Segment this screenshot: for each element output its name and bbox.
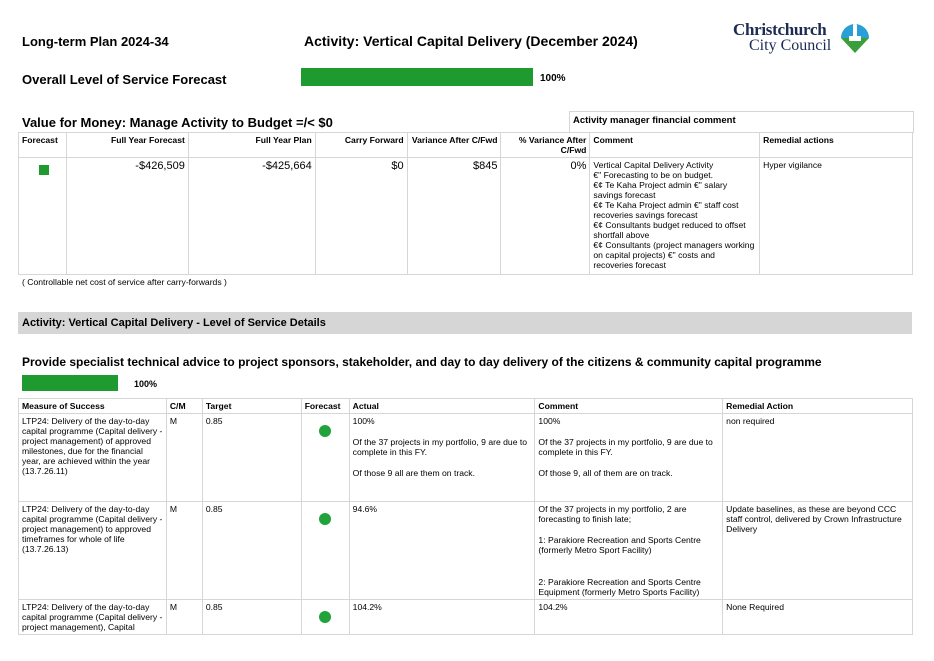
remedial-cell: None Required bbox=[723, 600, 913, 635]
group-percent: 100% bbox=[134, 379, 158, 389]
comment-line: Of the 37 projects in my portfolio, 9 are due to complete in this FY. bbox=[538, 437, 713, 457]
measure-cell: LTP24: Delivery of the day-to-day capital programme (Capital delivery - project management) of approved milestones, due for the financial year, are achieved within the year (13.7.26.11) bbox=[19, 414, 167, 502]
forecast-green-square-icon bbox=[39, 165, 49, 175]
cathedral-emblem-icon bbox=[837, 22, 873, 54]
forecast-cell bbox=[19, 158, 67, 275]
council-logo bbox=[733, 20, 873, 56]
comment-line: 2: Parakiore Recreation and Sports Centre Equipment (formerly Metro Sports Facility) bbox=[538, 577, 701, 597]
full-year-forecast-value: -$426,509 bbox=[66, 158, 188, 275]
activity-title: Activity: Vertical Capital Delivery (December 2024) bbox=[304, 33, 638, 49]
pct-variance-value: 0% bbox=[501, 158, 590, 275]
col-measure: Measure of Success bbox=[19, 399, 167, 414]
col-target: Target bbox=[202, 399, 301, 414]
actual-line: Of the 37 projects in my portfolio, 9 are due to complete in this FY. bbox=[352, 437, 528, 457]
manager-comment-heading: Activity manager financial comment bbox=[569, 111, 914, 133]
carry-forward-value: $0 bbox=[315, 158, 407, 275]
col-full-year-forecast: Full Year Forecast bbox=[66, 133, 188, 158]
full-year-plan-value: -$425,664 bbox=[188, 158, 315, 275]
los-section-header bbox=[18, 312, 912, 334]
vfm-header-row bbox=[19, 133, 913, 158]
col-carry-forward: Carry Forward bbox=[315, 133, 407, 158]
actual-cell bbox=[349, 600, 535, 635]
variance-value: $845 bbox=[407, 158, 501, 275]
forecast-cell bbox=[301, 600, 349, 635]
measure-cell: LTP24: Delivery of the day-to-day capital programme (Capital delivery - project management) to approved timeframes for whole of life (13.7.26.13) bbox=[19, 502, 167, 600]
comment-line: 100% bbox=[538, 416, 561, 426]
comment-line: 104.2% bbox=[538, 602, 568, 612]
target-cell: 0.85 bbox=[202, 502, 301, 600]
comment-cell bbox=[535, 502, 723, 600]
vfm-note: ( Controllable net cost of service after carry-forwards ) bbox=[22, 277, 227, 287]
logo-line2: City Council bbox=[749, 37, 832, 54]
col-variance: Variance After C/Fwd bbox=[407, 133, 501, 158]
overall-percent: 100% bbox=[540, 73, 566, 84]
status-dot-icon bbox=[319, 513, 331, 525]
cm-cell: M bbox=[166, 414, 202, 502]
cm-cell: M bbox=[166, 600, 202, 635]
status-dot-icon bbox=[319, 611, 331, 623]
overall-forecast-label: Overall Level of Service Forecast bbox=[22, 72, 227, 87]
col-pct-variance: % Variance After C/Fwd bbox=[501, 133, 590, 158]
col-comment: Comment bbox=[590, 133, 760, 158]
financial-comment bbox=[590, 158, 760, 275]
comment-line: €¢ Te Kaha Project admin €" salary savings forecast bbox=[593, 180, 728, 200]
los-table bbox=[18, 398, 913, 635]
col-remedial: Remedial actions bbox=[760, 133, 913, 158]
comment-line: €¢ Consultants (project managers working on capital projects) €" costs and recoveries forecast bbox=[593, 240, 755, 270]
vfm-table bbox=[18, 132, 913, 275]
logo-line1: Christchurch bbox=[733, 20, 827, 39]
comment-line: €¢ Te Kaha Project admin €" staff cost recoveries savings forecast bbox=[593, 200, 739, 220]
comment-line: €" Forecasting to be on budget. bbox=[593, 170, 714, 180]
actual-cell bbox=[349, 414, 535, 502]
target-cell: 0.85 bbox=[202, 414, 301, 502]
los-section-title: Activity: Vertical Capital Delivery - Level of Service Details bbox=[22, 317, 326, 329]
forecast-cell bbox=[301, 414, 349, 502]
group-title: Provide specialist technical advice to project sponsors, stakeholder, and day to day delivery of the citizens & community capital programme bbox=[22, 355, 822, 369]
actual-cell bbox=[349, 502, 535, 600]
col-forecast: Forecast bbox=[301, 399, 349, 414]
table-row bbox=[19, 600, 913, 635]
overall-progress-bar bbox=[301, 68, 533, 86]
group-progress-bar bbox=[22, 375, 118, 391]
comment-cell bbox=[535, 600, 723, 635]
comment-line: Of the 37 projects in my portfolio, 2 are forecasting to finish late; bbox=[538, 504, 687, 524]
vfm-data-row bbox=[19, 158, 913, 275]
comment-line: Of those 9, all of them are on track. bbox=[538, 468, 673, 478]
col-actual: Actual bbox=[349, 399, 535, 414]
table-row bbox=[19, 502, 913, 600]
table-row bbox=[19, 414, 913, 502]
comment-cell bbox=[535, 414, 723, 502]
col-cm: C/M bbox=[166, 399, 202, 414]
comment-line: €¢ Consultants budget reduced to offset shortfall above bbox=[593, 220, 746, 240]
actual-line: 94.6% bbox=[352, 504, 378, 514]
forecast-cell bbox=[301, 502, 349, 600]
col-comment: Comment bbox=[535, 399, 723, 414]
remedial-cell: non required bbox=[723, 414, 913, 502]
actual-line: Of those 9 all are them on track. bbox=[352, 468, 475, 478]
vfm-title: Value for Money: Manage Activity to Budget =/< $0 bbox=[22, 115, 333, 130]
remedial-actions-value: Hyper vigilance bbox=[760, 158, 913, 275]
plan-title: Long-term Plan 2024-34 bbox=[22, 34, 169, 49]
actual-line: 104.2% bbox=[352, 602, 382, 612]
target-cell: 0.85 bbox=[202, 600, 301, 635]
col-remedial-action: Remedial Action bbox=[723, 399, 913, 414]
los-header-row bbox=[19, 399, 913, 414]
comment-line: Vertical Capital Delivery Activity bbox=[593, 160, 714, 170]
cm-cell: M bbox=[166, 502, 202, 600]
measure-cell: LTP24: Delivery of the day-to-day capital programme (Capital delivery - project management), Capital bbox=[19, 600, 167, 635]
status-dot-icon bbox=[319, 425, 331, 437]
comment-line: 1: Parakiore Recreation and Sports Centre (formerly Metro Sport Facility) bbox=[538, 535, 701, 555]
actual-line: 100% bbox=[352, 416, 375, 426]
remedial-cell: Update baselines, as these are beyond CCC staff control, delivered by Crown Infrastructure Delivery bbox=[723, 502, 913, 600]
col-forecast: Forecast bbox=[19, 133, 67, 158]
col-full-year-plan: Full Year Plan bbox=[188, 133, 315, 158]
